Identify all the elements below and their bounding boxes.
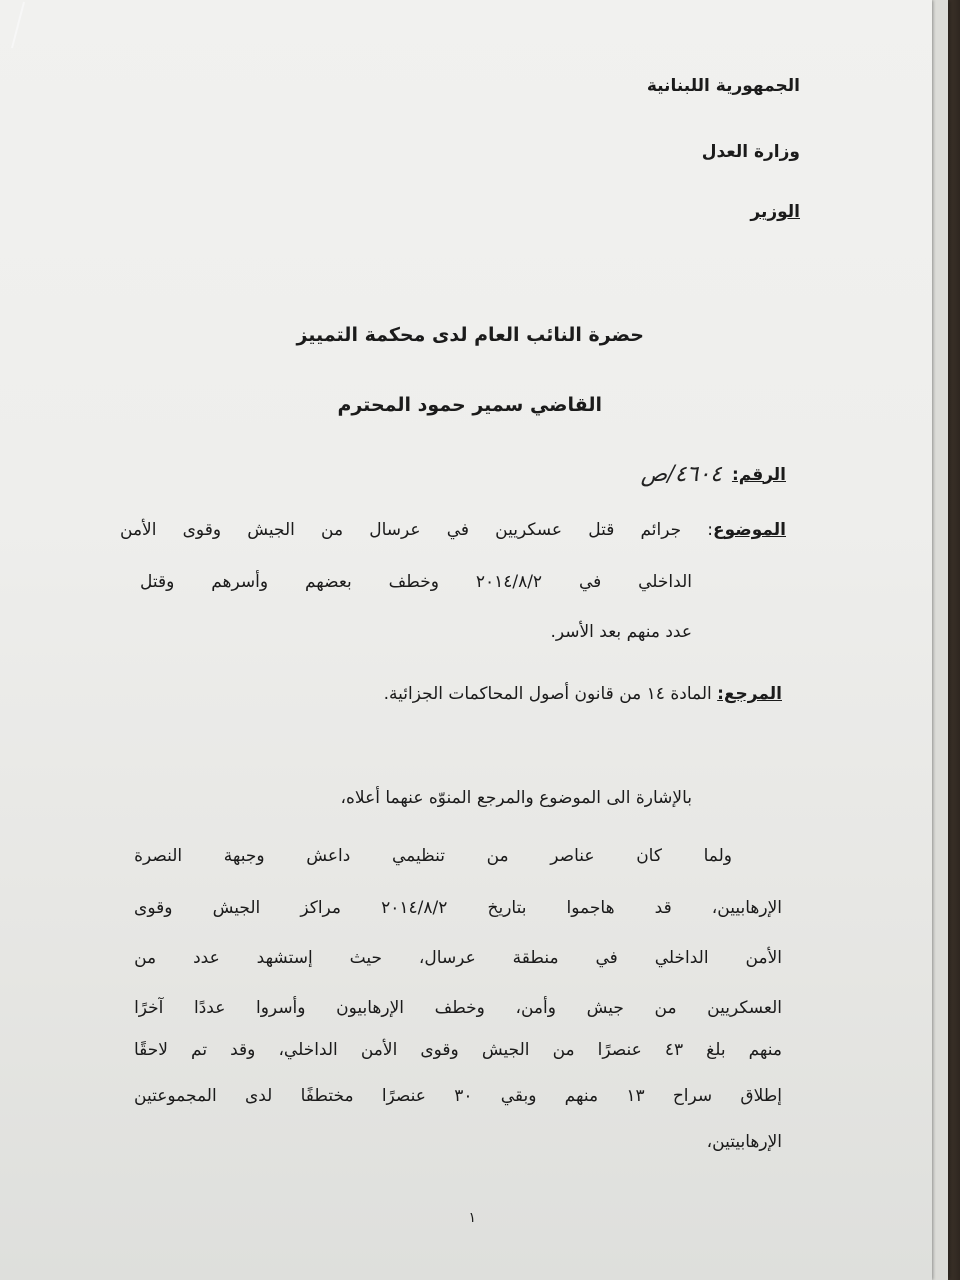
body-word: وقوى	[420, 1040, 459, 1060]
subject-label: الموضوع	[713, 520, 786, 540]
header-ministry: وزارة العدل	[701, 142, 800, 162]
body-word: عرسال،	[418, 948, 476, 968]
body-word: ١٣	[626, 1086, 645, 1106]
body-word: العسكريين	[707, 998, 782, 1018]
body-word: منطقة	[512, 948, 559, 968]
body-word: إطلاق	[740, 1086, 782, 1106]
body-word: الأمن	[745, 948, 782, 968]
body-word: ٤٣	[664, 1040, 684, 1060]
body-word: سراح	[672, 1086, 713, 1106]
body-word: بتاريخ	[487, 898, 527, 918]
body-word: وأمن،	[515, 998, 556, 1018]
body-word: من	[486, 846, 509, 866]
body-word: قد	[654, 898, 672, 918]
body-line	[134, 846, 732, 866]
body-word: مختطفًا	[300, 1086, 354, 1106]
body-word: الداخلي،	[278, 1040, 338, 1060]
body-word: الأمن	[360, 1040, 398, 1060]
body-word: داعش	[306, 846, 351, 866]
body-word: كان	[636, 846, 662, 866]
reference-label: المرجع:	[717, 684, 782, 704]
body-word: عنصرًا	[381, 1086, 426, 1106]
body-word: الداخلي	[654, 948, 709, 968]
body-line	[134, 948, 782, 968]
reference-number-label: الرقم:	[731, 464, 786, 485]
addressee-line-2: القاضي سمير حمود المحترم	[337, 394, 602, 416]
subject-text-1: : جرائم قتل عسكريين في عرسال من الجيش وقوى الأمن	[120, 520, 714, 540]
body-line	[134, 998, 782, 1018]
body-word: ٢٠١٤/٨/٢	[381, 898, 448, 918]
body-word: تنظيمي	[392, 846, 445, 866]
body-line	[134, 1086, 782, 1106]
body-word: من	[654, 998, 677, 1018]
body-word: الجيش	[481, 1040, 530, 1060]
body-word: الإرهابيين،	[711, 898, 782, 918]
body-word: منهم	[748, 1040, 782, 1060]
body-word: عددًا	[194, 998, 226, 1018]
body-word: وبقي	[500, 1086, 537, 1106]
body-word: عدد	[193, 948, 220, 968]
body-line	[134, 898, 782, 918]
body-word: وخطف	[434, 998, 485, 1018]
body-word: الإرهابيون	[336, 998, 405, 1018]
body-word: من	[134, 948, 157, 968]
body-word: الجيش	[212, 898, 261, 918]
body-word: في	[595, 948, 618, 968]
body-word: وقوى	[134, 898, 173, 918]
body-word: وجبهة	[223, 846, 265, 866]
header-title: الوزير	[750, 202, 800, 222]
body-word: ٣٠	[454, 1086, 473, 1106]
body-word: النصرة	[134, 846, 183, 866]
body-word: وأسروا	[256, 998, 306, 1018]
reference-number-value: ٤٦٠٤/ص	[640, 462, 722, 487]
header-country: الجمهورية اللبنانية	[646, 76, 800, 96]
reference-line	[384, 684, 782, 704]
body-opening: بالإشارة الى الموضوع والمرجع المنوّه عنهما أعلاه،	[340, 788, 692, 808]
body-word: الإرهابيتين،	[706, 1132, 782, 1152]
addressee-line-1: حضرة النائب العام لدى محكمة التمييز	[296, 324, 644, 346]
body-word: عنصرًا	[597, 1040, 642, 1060]
body-word: حيث	[349, 948, 382, 968]
body-word: إستشهد	[256, 948, 313, 968]
body-word: لاحقًا	[134, 1040, 168, 1060]
reference-text: المادة ١٤ من قانون أصول المحاكمات الجزائية.	[383, 684, 718, 704]
body-word: المجموعتين	[134, 1086, 217, 1106]
subject-line-3: عدد منهم بعد الأسر.	[550, 622, 692, 642]
body-word: آخرًا	[134, 998, 164, 1018]
body-line	[134, 1132, 782, 1152]
body-word: بلغ	[706, 1040, 726, 1060]
reference-number-row	[641, 462, 786, 487]
body-word: جيش	[586, 998, 624, 1018]
body-line	[134, 1040, 782, 1060]
body-word: لدى	[244, 1086, 273, 1106]
subject-line-2: الداخلي في ٢٠١٤/٨/٢ وخطف بعضهم وأسرهم وقتل	[140, 572, 692, 592]
body-word: مراكز	[300, 898, 342, 918]
body-word: هاجموا	[566, 898, 615, 918]
page-number: ١	[468, 1210, 476, 1226]
staple-mark	[8, 0, 28, 50]
subject-line-1	[120, 520, 786, 540]
body-word: تم	[191, 1040, 208, 1060]
body-word: عناصر	[550, 846, 595, 866]
body-word: وقد	[230, 1040, 256, 1060]
body-word: من	[552, 1040, 575, 1060]
body-word: ولما	[703, 846, 732, 866]
body-word: منهم	[564, 1086, 599, 1106]
